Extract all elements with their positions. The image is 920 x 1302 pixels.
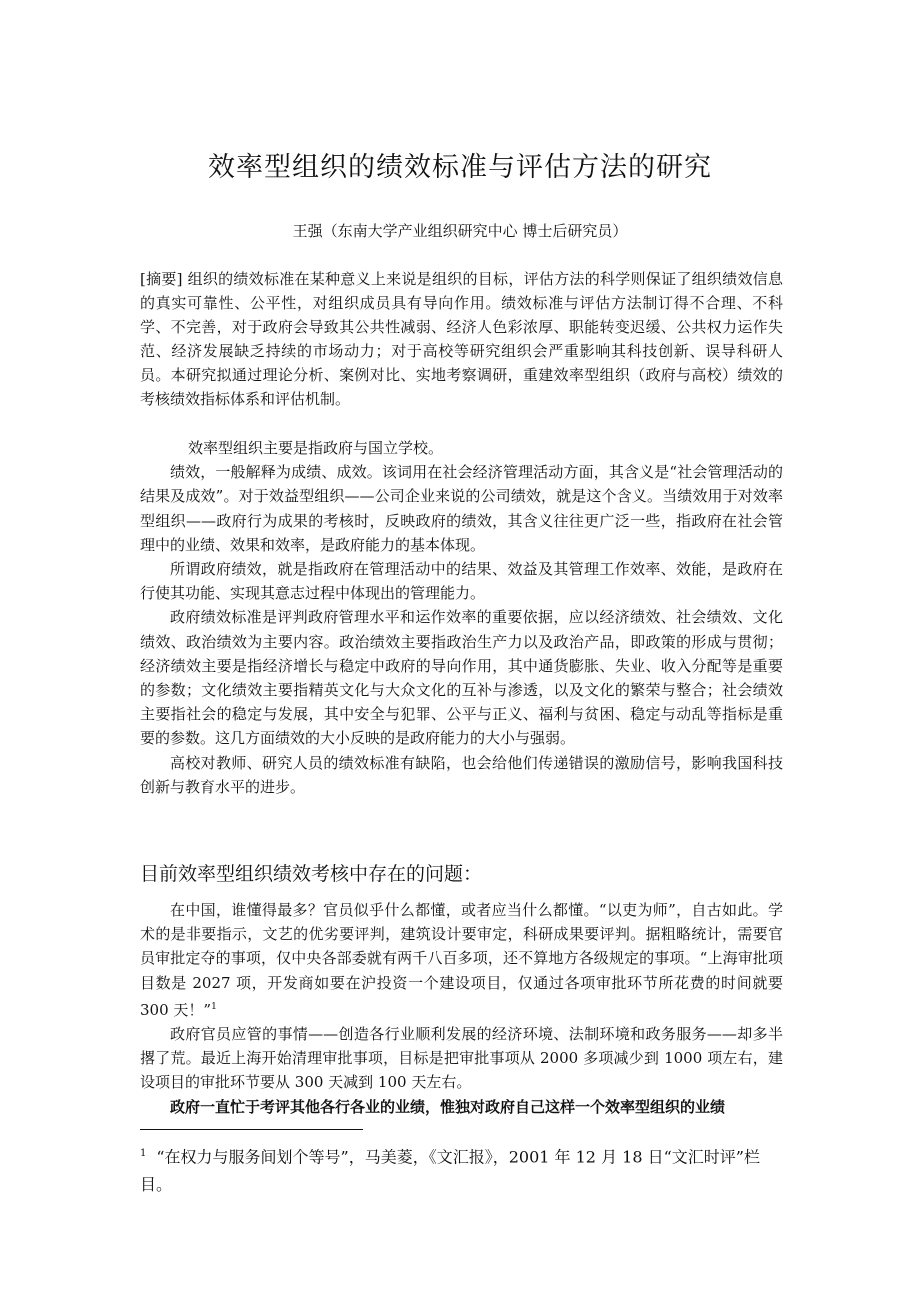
paragraph-text: 在中国，谁懂得最多？官员似乎什么都懂，或者应当什么都懂。“以吏为师”，自古如此。学术的是非要指示，文艺的优劣要评判，建筑设计要审定，科研成果要评判。据粗略统计，需要官员审批定夺的事项，仅中央各部委就有两千八百多项，还不算地方各级规定的事项。“上海审批项目数是 2027 项，开发商如要在沪投资一个建设项目，仅通过各项审批环节所花费的时间就要 300 天！”: [140, 901, 783, 1019]
paragraph: 高校对教师、研究人员的绩效标准有缺陷，也会给他们传递错误的激励信号，影响我国科技创新与教育水平的进步。: [140, 753, 783, 796]
section-heading: 目前效率型组织绩效考核中存在的问题：: [140, 863, 483, 885]
footnote: [140, 1140, 783, 1199]
abstract: [摘要] 组织的绩效标准在某种意义上来说是组织的目标，评估方法的科学则保证了组织绩效信息的真实可靠性、公平性，对组织成员具有导向作用。绩效标准与评估方法制订得不合理、不科学、不完善，对于政府会导致其公共性减弱、经济人色彩浓厚、职能转变迟缓、公共权力运作失范、经济发展缺乏持续的市场动力；对于高校等研究组织会严重影响其科技创新、误导科研人员。本研究拟通过理论分析、案例对比、实地考察调研，重建效率型组织（政府与高校）绩效的考核绩效指标体系和评估机制。: [140, 270, 783, 408]
footnote-reference[interactable]: 1: [211, 1001, 217, 1012]
footnote-mark: 1: [140, 1148, 147, 1159]
footnote-divider: [140, 1129, 363, 1130]
problems-section: [140, 898, 783, 1119]
paragraph: 政府绩效标准是评判政府管理水平和运作效率的重要依据，应以经济绩效、社会绩效、文化绩效、政治绩效为主要内容。政治绩效主要指政治生产力以及政治产品，即政策的形成与贯彻；经济绩效主要是指经济增长与稳定中政府的导向作用，其中通货膨胀、失业、收入分配等是重要的参数；文化绩效主要指精英文化与大众文化的互补与渗透，以及文化的繁荣与整合；社会绩效主要指社会的稳定与发展，其中安全与犯罪、公平与正义、福利与贫困、稳定与动乱等指标是重要的参数。这几方面绩效的大小反映的是政府能力的大小与强弱。: [140, 608, 783, 748]
footnote-text: “在权力与服务间划个等号”，马美菱，《文汇报》，2001 年 12 月 18 日“文汇时评”栏目。: [140, 1147, 760, 1195]
paragraph: 效率型组织主要是指政府与国立学校。: [188, 439, 444, 457]
paragraph-bold: 政府一直忙于考评其他各行各业的业绩，惟独对政府自己这样一个效率型组织的业绩: [170, 1097, 726, 1116]
paragraph: 政府官员应管的事情——创造各行业顺利发展的经济环境、法制环境和政务服务——却多半撂了荒。最近上海开始清理审批事项，目标是把审批事项从 2000 多项减少到 1000 项左右，建设项目的审批环节要从 300 天减到 100 天左右。: [140, 1025, 783, 1092]
author-line: 王强（东南大学产业组织研究中心 博士后研究员）: [292, 222, 628, 240]
intro-section: [140, 436, 783, 799]
paragraph: 所谓政府绩效，就是指政府在管理活动中的结果、效益及其管理工作效率、效能，是政府在行使其功能、实现其意志过程中体现出的管理能力。: [140, 560, 783, 603]
document-title: 效率型组织的绩效标准与评估方法的研究: [208, 152, 712, 183]
paragraph: 绩效，一般解释为成绩、成效。该词用在社会经济管理活动方面，其含义是“社会管理活动的结果及成效”。对于效益型组织——公司企业来说的公司绩效，就是这个含义。当绩效用于对效率型组织——政府行为成果的考核时，反映政府的绩效，其含义往往更广泛一些，指政府在社会管理中的业绩、效果和效率，是政府能力的基本体现。: [140, 463, 783, 554]
paragraph: [140, 898, 783, 1022]
